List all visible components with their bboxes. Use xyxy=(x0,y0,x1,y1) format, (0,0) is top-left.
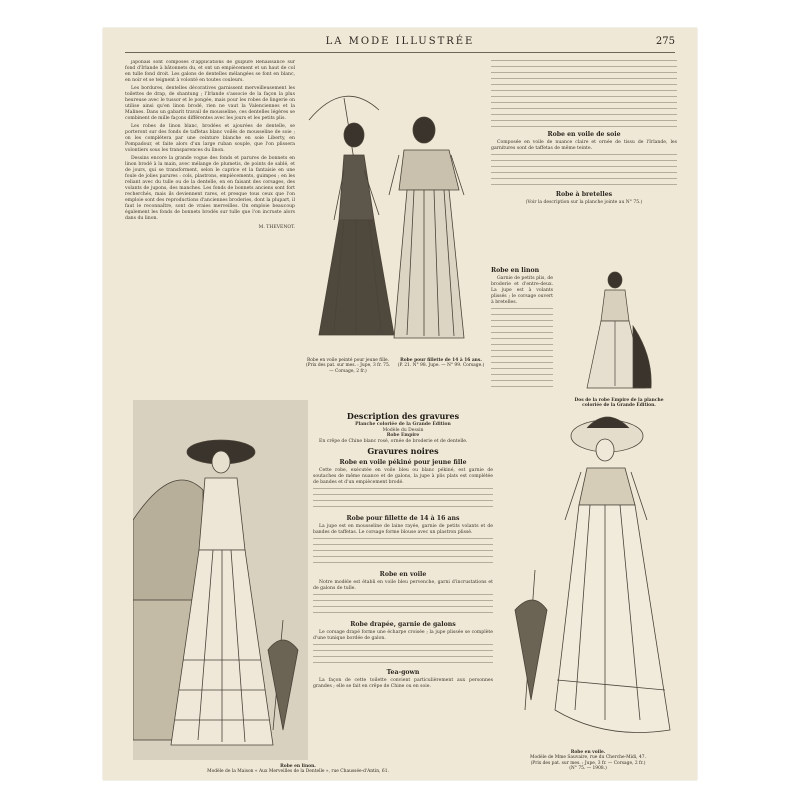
left-paragraph-2: Les bordures, dentelles décoratives garnissent merveilleusement les toilettes de drap, de shantung ; l'Irlande s'associe de la façon la plus heureuse avec le tussor et le pongée, mais pour les robes de lingerie on utilise ainsi qu'en linon brodé, rien ne vaut la Valenciennes et la Malines. Dans un gabarit travail de mousseline, ces dentelles légères se combinent de mille façons différentes avec les jours et les petits plis. xyxy=(125,86,295,121)
caption-bottom-left xyxy=(133,764,463,775)
item-text-1: Cette robe, exécutée en voile bleu ou blanc pékiné, est garnie de soutaches de même nuance et de galons, la jupe à plis plats est complétée de bandes et d'un empiècement brodé. xyxy=(313,467,493,485)
header-title: LA MODE ILLUSTRÉE xyxy=(325,36,475,47)
caption-top-left-sub: (Prix des pat. sur mes. : Jupe, 3 fr. 75. — Corsage, 2 fr.) xyxy=(305,363,391,374)
magazine-page xyxy=(103,28,697,780)
heading-robe-linon: Robe en linon xyxy=(491,267,540,274)
caption-top-left-title: Robe en voile peinté pour jeune fille. xyxy=(306,358,390,363)
item-lines-1 xyxy=(313,488,493,512)
robe-linon-column xyxy=(491,264,553,394)
item-heading-5: Tea-gown xyxy=(386,668,420,676)
caption-bottom-right-sub2: (Prix des pat. sur mes. : Jupe, 3 fr. — Corsage, 2 fr.) xyxy=(530,760,646,766)
item-heading-2: Robe pour fillette de 14 à 16 ans xyxy=(346,514,460,522)
text-robe-bretelles: (Voir la description sur la planche jointe au N° 75.) xyxy=(525,200,643,205)
item-text-3: Notre modèle est établi en voile bleu pervenche, garni d'incrustations et de galons de tulle. xyxy=(313,579,493,591)
text-robe-voile-soie: Composée en voile de nuance claire et ornée de tissu de l'Irlande, les garnitures sont de taffetas de même teinte. xyxy=(491,140,677,151)
left-paragraph-1: japonais sont composés d'applications de guipure Renaissance sur fond d'Irlande à bâtonnets du, et ont un empiècement et un haut de col en tulle fond droit. Les galons de dentelles mélangées se font en blanc, en noir et se teignent à volonté en toutes couleurs. xyxy=(125,60,295,83)
caption-top-right-sub: (P. 21. N° 98. Jupe. — N° 99. Corsage.) xyxy=(397,363,485,369)
right-text-column xyxy=(491,60,677,260)
description-model-line: Modèle du Dessin xyxy=(382,427,424,433)
description-title: Description des gravures xyxy=(346,411,460,421)
description-model-name: Robe Empire xyxy=(386,433,420,438)
caption-top-left-figure xyxy=(303,358,393,374)
caption-bottom-right-sub: Modèle de Mme Sauvaire, rue du Cherche-Midi, 47. xyxy=(530,755,646,761)
caption-top-right-figure xyxy=(395,358,487,369)
caption-bottom-right-issue: (N° 75. — 1908.) xyxy=(569,766,607,772)
caption-empire-back: Dos de la robe Empire de la planche coloriée de la Grande Édition. xyxy=(574,398,664,409)
item-heading-3: Robe en voile xyxy=(379,570,427,578)
item-lines-2 xyxy=(313,538,493,568)
item-text-4: Le corsage drapé forme une écharpe croisée ; la jupe plissée se complète d'une tunique bordée de galon. xyxy=(313,629,493,641)
caption-bottom-right xyxy=(503,750,673,772)
heading-robe-voile-soie: Robe en voile de soie xyxy=(547,131,621,138)
author-signature: M. THEVENOT. xyxy=(258,225,295,230)
item-heading-1: Robe en voile pékiné pour jeune fille xyxy=(339,458,467,466)
gravures-noires-title: Gravures noires xyxy=(367,445,439,456)
left-text-column xyxy=(125,60,295,390)
caption-bottom-left-sub: Modèle de la Maison « Aux Merveilles de la Dentelle », rue Chaussée-d'Antin, 61. xyxy=(207,769,389,775)
page-number: 275 xyxy=(655,36,675,47)
description-intro: En crêpe de Chine blanc rosé, ornée de broderie et de dentelle. xyxy=(319,438,468,444)
caption-bottom-left-title: Robe en linon. xyxy=(280,764,316,769)
caption-bottom-right-title: Robe en voile. xyxy=(570,750,606,755)
text-robe-linon: Garnie de petits plis, de broderie et d'entre-deux. La jupe est à volants plissés ; le corsage ouvert à bretelles. xyxy=(491,276,553,305)
left-paragraph-4: Dessins encore la grande vogue des fonds et parures de bonnets en linon brodé à la main, avec mélange de plumetis, de points de sablé, et de jours, qui se transforment, selon le caprice et la fantaisie en une foule de jolies parures : cols, plastrons, empiècements, guimpes ; en les reliant avec du tulle ou de la dentelle, en en faisant des corsages, des volants de jupons, des manches. Les fonds de bonnets anciens sont fort recherchés, mais ils deviennent rares, et presque tous ceux que l'on emploie sont des reproductions d'anciennes broderies, dont la plupart, il faut le reconnaître, sont de vraies merveilles. On emploie beaucoup également les fonds de bonnets brodés sur tulle que l'on incruste alors dans du linon. xyxy=(125,156,295,221)
item-text-5: La façon de cette toilette convient particulièrement aux personnes grandes ; elle se fait en crêpe de Chine ou en soie. xyxy=(313,677,493,689)
item-heading-4: Robe drapée, garnie de galons xyxy=(350,620,456,628)
right-text-lines-2 xyxy=(491,154,677,188)
description-column xyxy=(313,410,493,755)
engraving-robe-linon xyxy=(133,400,308,760)
item-lines-3 xyxy=(313,594,493,618)
header-rule xyxy=(125,52,675,53)
item-lines-4 xyxy=(313,644,493,666)
robe-linon-lines xyxy=(491,308,553,388)
engraving-robe-voile xyxy=(495,410,675,748)
engraving-empire-back xyxy=(573,266,663,396)
description-subtitle: Planche coloriée de la Grande Édition xyxy=(355,422,451,427)
heading-robe-bretelles: Robe à bretelles xyxy=(555,191,613,198)
left-paragraph-3: Les robes de linon blanc, brodées et ajourées de dentelle, se porteront sur des fonds de taffetas blanc voilés de mousseline de soie ; on les complétera par une ceinture blanche en soie Liberty, en Pompadour, et faite alors d'un large ruban souple, que l'on plissera volontiers sous les transparences du linon. xyxy=(125,124,295,153)
engraving-two-dresses xyxy=(299,80,484,355)
item-text-2: La jupe est en mousseline de laine rayée, garnie de petits volants et de bandes de taffetas. Le corsage forme blouse avec un plastron plissé. xyxy=(313,523,493,535)
right-text-lines xyxy=(491,60,677,128)
caption-top-right-title: Robe pour fillette de 14 à 16 ans. xyxy=(400,358,482,363)
